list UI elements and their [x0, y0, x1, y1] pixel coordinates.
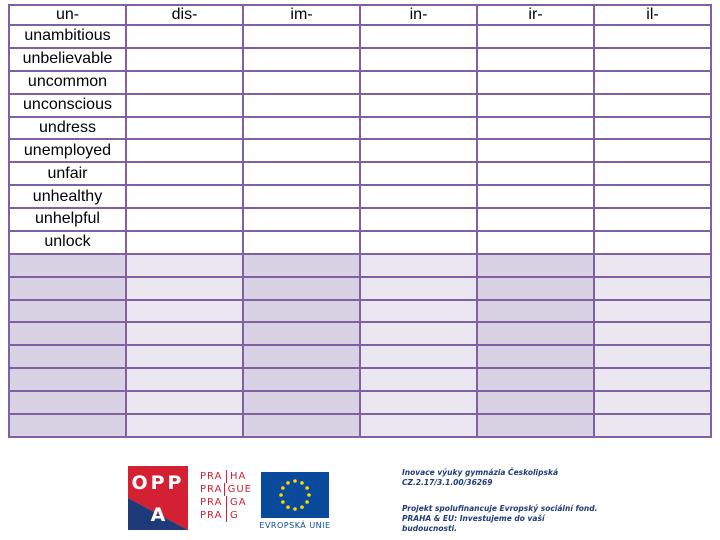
table-cell: uncommon — [9, 71, 126, 94]
table-cell — [243, 277, 360, 300]
table-cell — [594, 322, 711, 345]
table-cell — [243, 71, 360, 94]
project-code: CZ.2.17/3.1.00/36269 — [402, 478, 493, 487]
table-cell — [243, 345, 360, 368]
table-cell — [9, 414, 126, 437]
eu-star-icon — [279, 493, 283, 497]
table-row — [9, 368, 711, 391]
table-cell — [360, 94, 477, 117]
table-cell — [477, 254, 594, 277]
table-cell — [594, 254, 711, 277]
table-row — [9, 25, 711, 48]
praha-logo-cell: PRA — [200, 510, 223, 521]
table-cell: unhelpful — [9, 208, 126, 231]
table-cell — [360, 231, 477, 254]
table-cell — [126, 162, 243, 185]
table-cell — [126, 391, 243, 414]
table-cell — [126, 231, 243, 254]
table-cell — [477, 71, 594, 94]
eu-star-icon — [305, 500, 309, 504]
eu-logo — [258, 472, 332, 530]
opp-logo-text: OPP — [131, 472, 185, 494]
table-cell: unfair — [9, 162, 126, 185]
table-cell — [243, 414, 360, 437]
table-cell — [126, 94, 243, 117]
table-cell — [477, 322, 594, 345]
table-cell — [9, 277, 126, 300]
table-row — [9, 71, 711, 94]
table-cell — [9, 254, 126, 277]
eu-star-icon — [286, 505, 290, 509]
table-cell — [594, 48, 711, 71]
table-cell — [360, 254, 477, 277]
table-row — [9, 162, 711, 185]
header-un: un- — [9, 5, 126, 25]
table-cell — [126, 139, 243, 162]
table-cell — [594, 117, 711, 140]
eu-star-icon — [305, 486, 309, 490]
table-row — [9, 391, 711, 414]
table-cell — [126, 254, 243, 277]
table-cell — [9, 300, 126, 323]
table-cell — [594, 208, 711, 231]
eu-star-icon — [307, 493, 311, 497]
header-im: im- — [243, 5, 360, 25]
table-cell — [594, 231, 711, 254]
header-in: in- — [360, 5, 477, 25]
table-cell — [360, 71, 477, 94]
table-cell — [360, 208, 477, 231]
footer-logos — [128, 466, 598, 532]
project-funding: Projekt spolufinancuje Evropský sociální fond. — [402, 504, 598, 513]
table-cell — [360, 414, 477, 437]
prefix-word-table — [8, 4, 712, 438]
table-cell — [594, 414, 711, 437]
table-cell — [477, 208, 594, 231]
table-cell — [243, 231, 360, 254]
table-row — [9, 48, 711, 71]
table-cell — [9, 391, 126, 414]
table-row — [9, 277, 711, 300]
table-cell — [477, 345, 594, 368]
table-cell — [126, 300, 243, 323]
table-cell — [594, 71, 711, 94]
table-cell — [594, 25, 711, 48]
table-cell — [477, 139, 594, 162]
praha-logo-cell: PRA — [200, 497, 223, 508]
project-info — [402, 468, 602, 534]
table-cell — [243, 300, 360, 323]
table-cell — [9, 322, 126, 345]
praha-logo-cell: GUE — [224, 483, 252, 496]
eu-star-icon — [281, 486, 285, 490]
table-cell — [243, 162, 360, 185]
table-row — [9, 414, 711, 437]
table-row — [9, 139, 711, 162]
table-cell — [126, 25, 243, 48]
table-cell — [594, 345, 711, 368]
table-cell — [360, 185, 477, 208]
table-cell — [477, 94, 594, 117]
table-cell: unemployed — [9, 139, 126, 162]
table-cell — [243, 322, 360, 345]
table-cell — [360, 277, 477, 300]
eu-caption: EVROPSKÁ UNIE — [259, 521, 331, 530]
table-cell — [360, 368, 477, 391]
praha-logo-cell: HA — [226, 470, 246, 483]
table-cell: unconscious — [9, 94, 126, 117]
praha-logo-cell: GA — [226, 496, 247, 509]
table-cell — [477, 25, 594, 48]
table-cell — [360, 162, 477, 185]
table-cell — [243, 139, 360, 162]
table-cell — [9, 368, 126, 391]
opp-logo — [128, 466, 188, 530]
table-cell — [477, 185, 594, 208]
table-cell — [126, 117, 243, 140]
project-motto: PRAHA & EU: Investujeme do vaší budoucnosti. — [402, 514, 545, 533]
eu-flag-icon — [261, 472, 329, 518]
table-cell — [360, 117, 477, 140]
table-row — [9, 208, 711, 231]
eu-star-icon — [281, 500, 285, 504]
table-cell — [243, 117, 360, 140]
table-row — [9, 185, 711, 208]
opp-logo-letter: A — [150, 504, 166, 526]
table-cell — [360, 25, 477, 48]
table-cell — [126, 345, 243, 368]
table-cell — [126, 48, 243, 71]
header-il: il- — [594, 5, 711, 25]
header-ir: ir- — [477, 5, 594, 25]
eu-star-icon — [293, 507, 297, 511]
table-cell — [594, 94, 711, 117]
table-cell — [243, 391, 360, 414]
table-cell — [477, 162, 594, 185]
eu-star-icon — [293, 479, 297, 483]
table-row — [9, 117, 711, 140]
table-cell — [594, 185, 711, 208]
table-cell — [477, 117, 594, 140]
table-body — [9, 25, 711, 437]
table-cell: unlock — [9, 231, 126, 254]
table-cell — [243, 368, 360, 391]
table-cell — [126, 322, 243, 345]
table-cell — [9, 345, 126, 368]
table-cell — [126, 185, 243, 208]
table-cell — [594, 300, 711, 323]
table-cell — [594, 162, 711, 185]
table-row — [9, 300, 711, 323]
eu-stars-icon — [261, 472, 329, 518]
table-cell — [594, 277, 711, 300]
praha-logo — [200, 470, 252, 526]
table-cell: unhealthy — [9, 185, 126, 208]
table-cell — [477, 231, 594, 254]
eu-star-icon — [286, 481, 290, 485]
praha-logo-cell: G — [226, 509, 239, 522]
praha-logo-cell: PRA — [200, 484, 223, 495]
table-cell — [126, 277, 243, 300]
header-dis: dis- — [126, 5, 243, 25]
table-cell — [243, 94, 360, 117]
table-cell — [594, 139, 711, 162]
table-cell — [477, 277, 594, 300]
table-cell — [126, 71, 243, 94]
table-cell — [360, 345, 477, 368]
table-cell — [243, 254, 360, 277]
table-cell — [477, 414, 594, 437]
table-cell — [477, 391, 594, 414]
table-cell — [360, 139, 477, 162]
table-row — [9, 254, 711, 277]
table-cell: unbelievable — [9, 48, 126, 71]
eu-star-icon — [300, 481, 304, 485]
praha-logo-cell: PRA — [200, 471, 223, 482]
table-cell — [126, 414, 243, 437]
table-cell — [594, 368, 711, 391]
table-cell — [477, 368, 594, 391]
table-row — [9, 345, 711, 368]
table-row — [9, 231, 711, 254]
header-row — [9, 5, 711, 25]
table-cell — [243, 25, 360, 48]
table-cell — [243, 208, 360, 231]
table-cell: unambitious — [9, 25, 126, 48]
table-cell: undress — [9, 117, 126, 140]
project-name: Inovace výuky gymnázia Českolipská — [402, 468, 559, 477]
table-cell — [477, 48, 594, 71]
table-cell — [477, 300, 594, 323]
table-cell — [360, 300, 477, 323]
table-cell — [126, 208, 243, 231]
table-cell — [360, 322, 477, 345]
table-cell — [360, 48, 477, 71]
eu-star-icon — [300, 505, 304, 509]
table-cell — [243, 48, 360, 71]
table-cell — [360, 391, 477, 414]
table-cell — [594, 391, 711, 414]
table-row — [9, 322, 711, 345]
table-cell — [126, 368, 243, 391]
table-cell — [243, 185, 360, 208]
table-row — [9, 94, 711, 117]
